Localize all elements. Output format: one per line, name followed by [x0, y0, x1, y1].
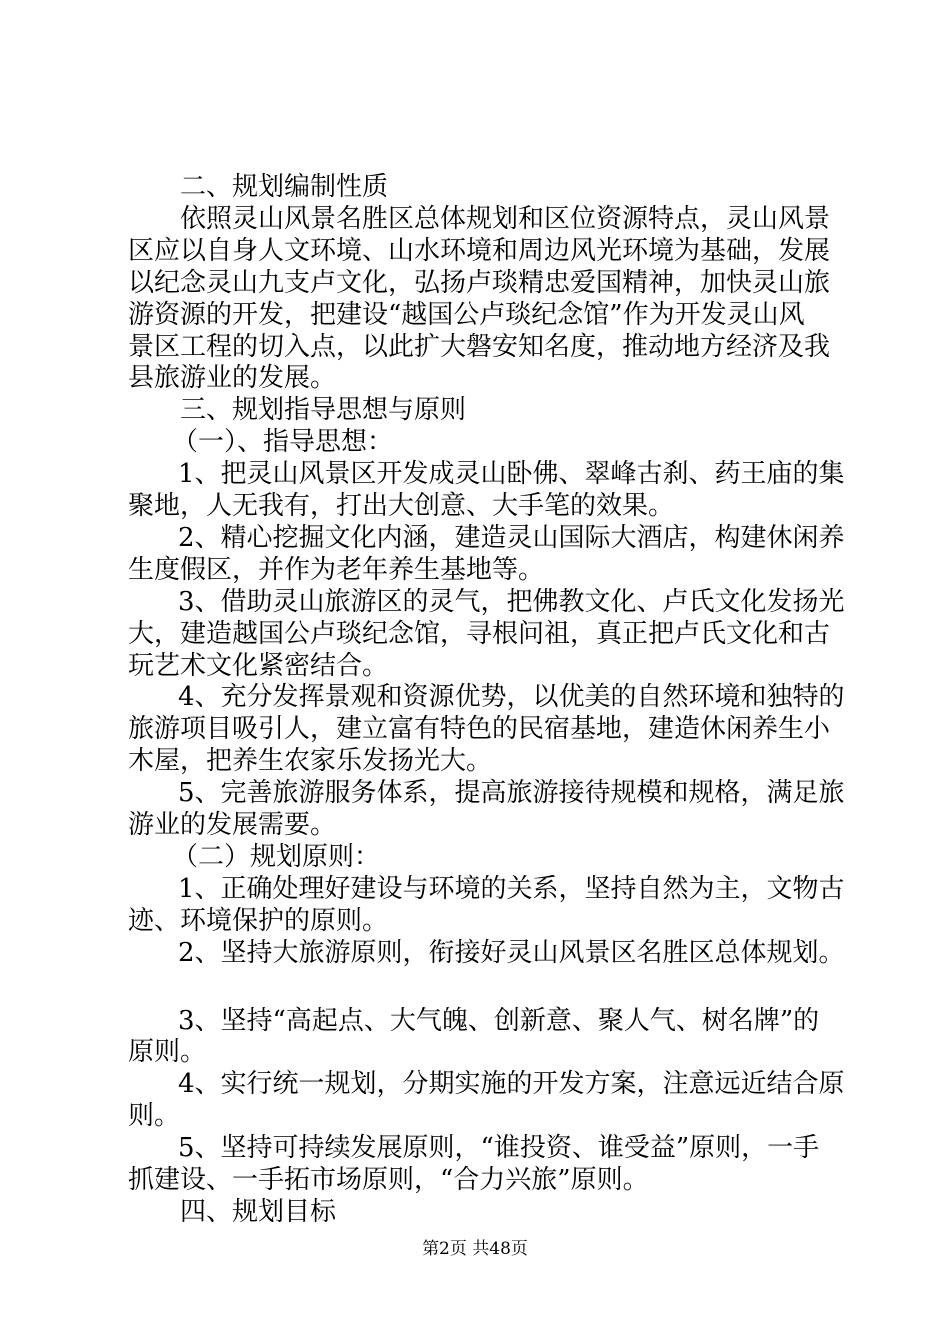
list-item: 5、坚持可持续发展原则，“谁投资、谁受益”原则，一手	[178, 1133, 820, 1163]
list-item: 4、充分发挥景观和资源优势，以优美的自然环境和独特的	[178, 682, 845, 712]
list-item: 1、把灵山风景区开发成灵山卧佛、翠峰古刹、药王庙的集	[178, 459, 845, 489]
list-item: 迹、环境保护的原则。	[128, 906, 389, 936]
paragraph-line: 以纪念灵山九支卢文化，弘扬卢琰精忠爱国精神，加快灵山旅	[128, 268, 831, 298]
list-item: 3、坚持“高起点、大气魄、创新意、聚人气、树名牌”的	[178, 1006, 820, 1036]
section-heading-3: 三、规划指导思想与原则	[180, 395, 467, 425]
list-item: 木屋，把养生农家乐发扬光大。	[128, 746, 493, 776]
list-item: 旅游项目吸引人，建立富有特色的民宿基地，建造休闲养生小	[128, 714, 831, 744]
list-item: 3、借助灵山旅游区的灵气，把佛教文化、卢氏文化发扬光	[178, 587, 845, 617]
paragraph-line: 景区工程的切入点，以此扩大磐安知名度，推动地方经济及我	[128, 332, 831, 362]
paragraph-line: 游资源的开发，把建设“越国公卢琰纪念馆”作为开发灵山风	[128, 300, 805, 330]
list-item: 1、正确处理好建设与环境的关系，坚持自然为主，文物古	[178, 874, 845, 904]
section-heading-2: 二、规划编制性质	[180, 172, 389, 202]
list-item: 原则。	[128, 1037, 207, 1067]
list-item: 聚地，人无我有，打出大创意、大手笔的效果。	[128, 491, 675, 521]
list-item: 游业的发展需要。	[128, 810, 337, 840]
subsection-heading-1: （一）、指导思想：	[172, 427, 394, 457]
list-item: 4、实行统一规划，分期实施的开发方案，注意远近结合原	[178, 1069, 845, 1099]
list-item: 2、坚持大旅游原则，衔接好灵山风景区名胜区总体规划。	[178, 938, 845, 968]
list-item: 则。	[128, 1101, 181, 1131]
paragraph-line: 县旅游业的发展。	[128, 363, 337, 393]
list-item: 2、精心挖掘文化内涵，建造灵山国际大酒店，构建休闲养	[178, 523, 845, 553]
paragraph-line: 依照灵山风景名胜区总体规划和区位资源特点，灵山风景	[180, 204, 831, 234]
section-heading-4: 四、规划目标	[180, 1197, 337, 1227]
page-number: 第2页 共48页	[422, 1239, 528, 1259]
list-item: 玩艺术文化紧密结合。	[128, 651, 389, 681]
subsection-heading-2: （二）规划原则：	[172, 842, 381, 872]
paragraph-line: 区应以自身人文环境、山水环境和周边风光环境为基础，发展	[128, 236, 831, 266]
list-item: 大，建造越国公卢琰纪念馆，寻根问祖，真正把卢氏文化和古	[128, 619, 831, 649]
list-item: 抓建设、一手拓市场原则，“合力兴旅”原则。	[128, 1165, 649, 1195]
list-item: 5、完善旅游服务体系，提高旅游接待规模和规格，满足旅	[178, 778, 845, 808]
list-item: 生度假区，并作为老年养生基地等。	[128, 555, 545, 585]
